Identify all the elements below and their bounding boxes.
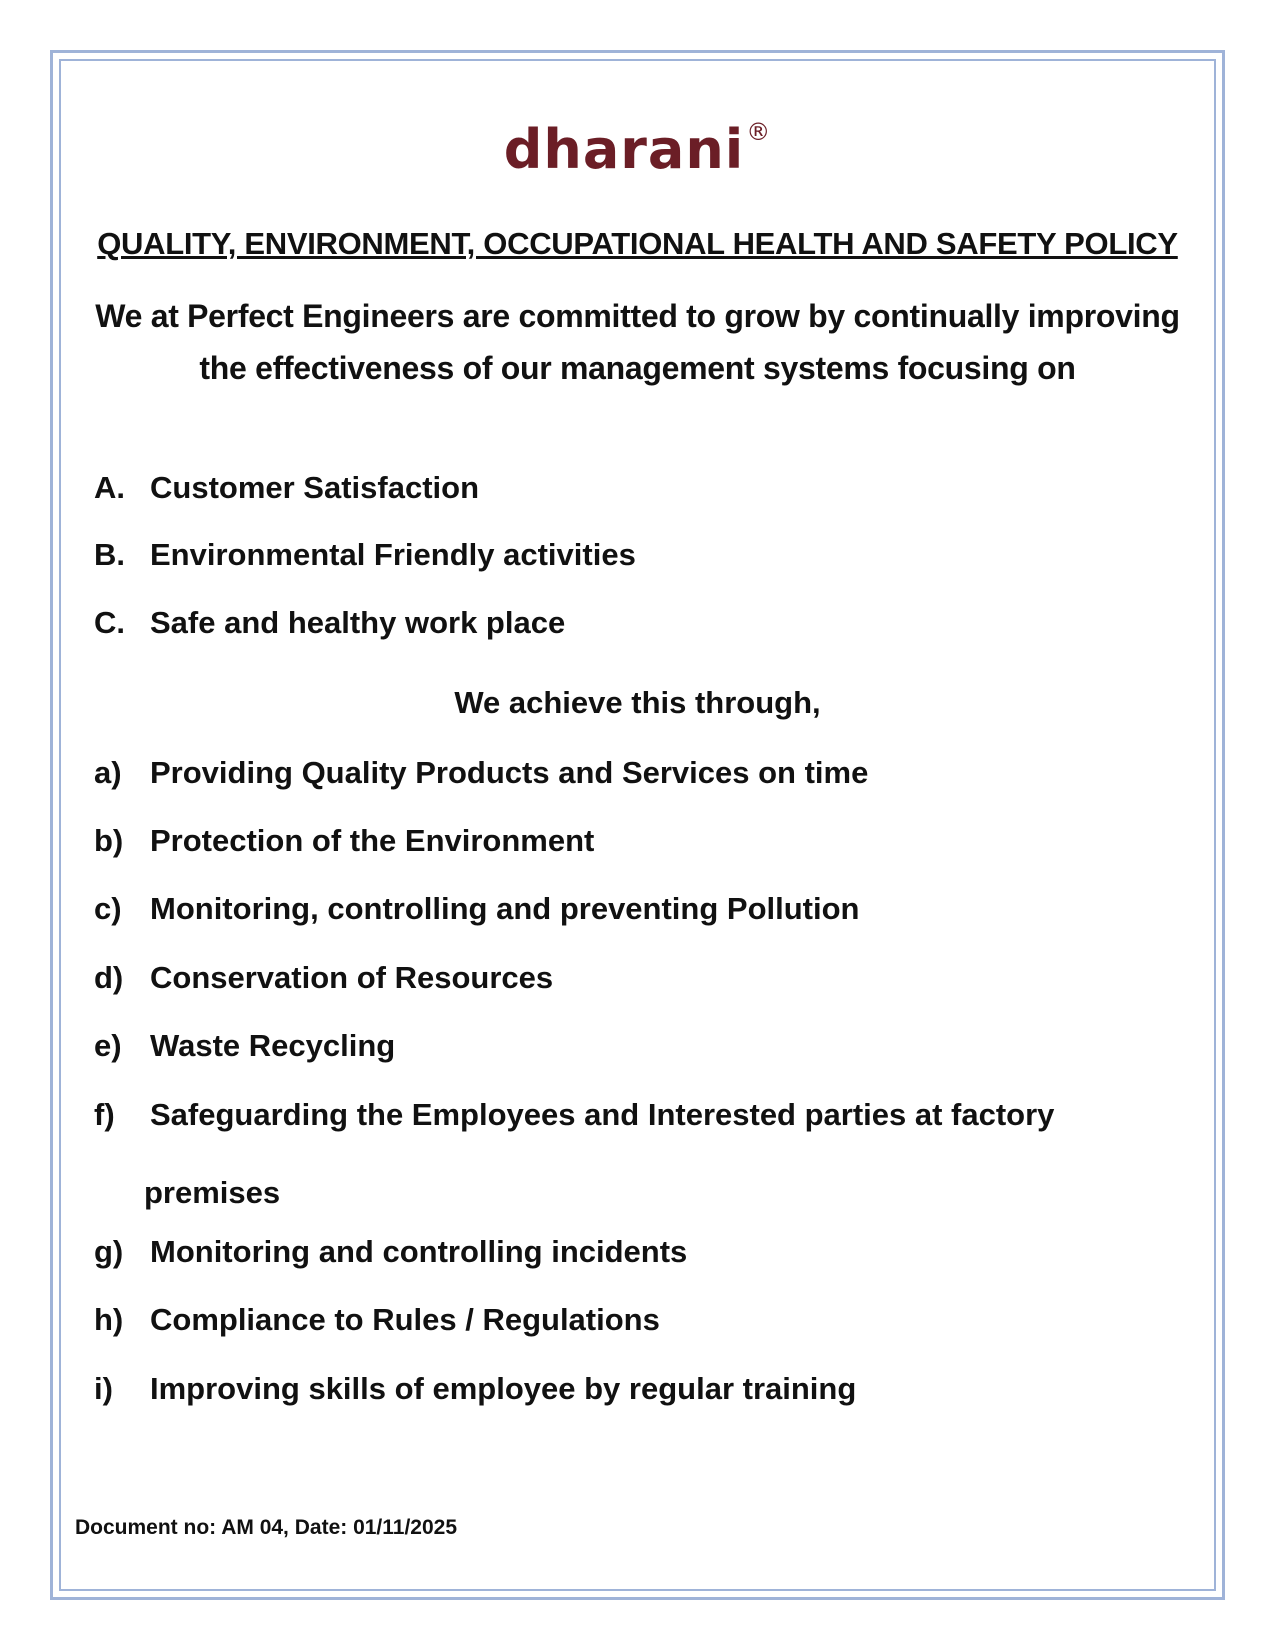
focus-item-marker: B. [94,537,125,572]
means-item-text: Providing Quality Products and Services on time [150,755,869,790]
means-item-text: Waste Recycling [150,1028,396,1063]
focus-item-text: Customer Satisfaction [150,470,480,505]
means-item [94,1371,856,1407]
means-item-marker: a) [94,755,122,790]
means-item [94,1028,395,1064]
means-item-text: Safeguarding the Employees and Interested parties at factory [150,1097,1055,1132]
means-item-text: Monitoring and controlling incidents [150,1234,688,1269]
means-item [94,755,868,791]
focus-item [94,470,479,506]
means-item-marker: h) [94,1302,124,1337]
means-item-text: Monitoring, controlling and preventing Pollution [150,891,860,926]
means-item-marker: c) [94,891,122,926]
means-item-text: Protection of the Environment [150,823,595,858]
means-item-marker: f) [94,1097,115,1132]
means-item-text: Conservation of Resources [150,960,554,995]
means-item-marker: g) [94,1234,124,1269]
means-item-continuation: premises [144,1175,281,1210]
means-item-marker: e) [94,1028,122,1063]
means-item [94,1234,687,1270]
means-item-text: Improving skills of employee by regular training [150,1371,857,1406]
means-item-marker: b) [94,823,124,858]
means-item-marker: i) [94,1371,113,1406]
means-item [94,1302,660,1338]
company-logo: dharani® [503,118,772,181]
focus-item [94,537,636,573]
registered-mark: ® [746,118,772,146]
focus-item-marker: C. [94,605,125,640]
focus-item-text: Environmental Friendly activities [150,537,636,572]
means-item [94,1097,1054,1133]
means-item [94,891,860,927]
policy-intro: We at Perfect Engineers are committed to grow by continually improving the effectiveness of our management systems focusing on [95,298,1180,386]
means-item [94,960,553,996]
focus-item-text: Safe and healthy work place [150,605,566,640]
focus-item [94,605,565,641]
means-item-text: Compliance to Rules / Regulations [150,1302,660,1337]
document-footer: Document no: AM 04, Date: 01/11/2025 [75,1516,458,1539]
policy-title: QUALITY, ENVIRONMENT, OCCUPATIONAL HEALTH AND SAFETY POLICY [97,226,1178,261]
through-label: We achieve this through, [454,685,821,720]
focus-item-marker: A. [94,470,125,505]
means-item-marker: d) [94,960,124,995]
means-item [94,823,594,859]
